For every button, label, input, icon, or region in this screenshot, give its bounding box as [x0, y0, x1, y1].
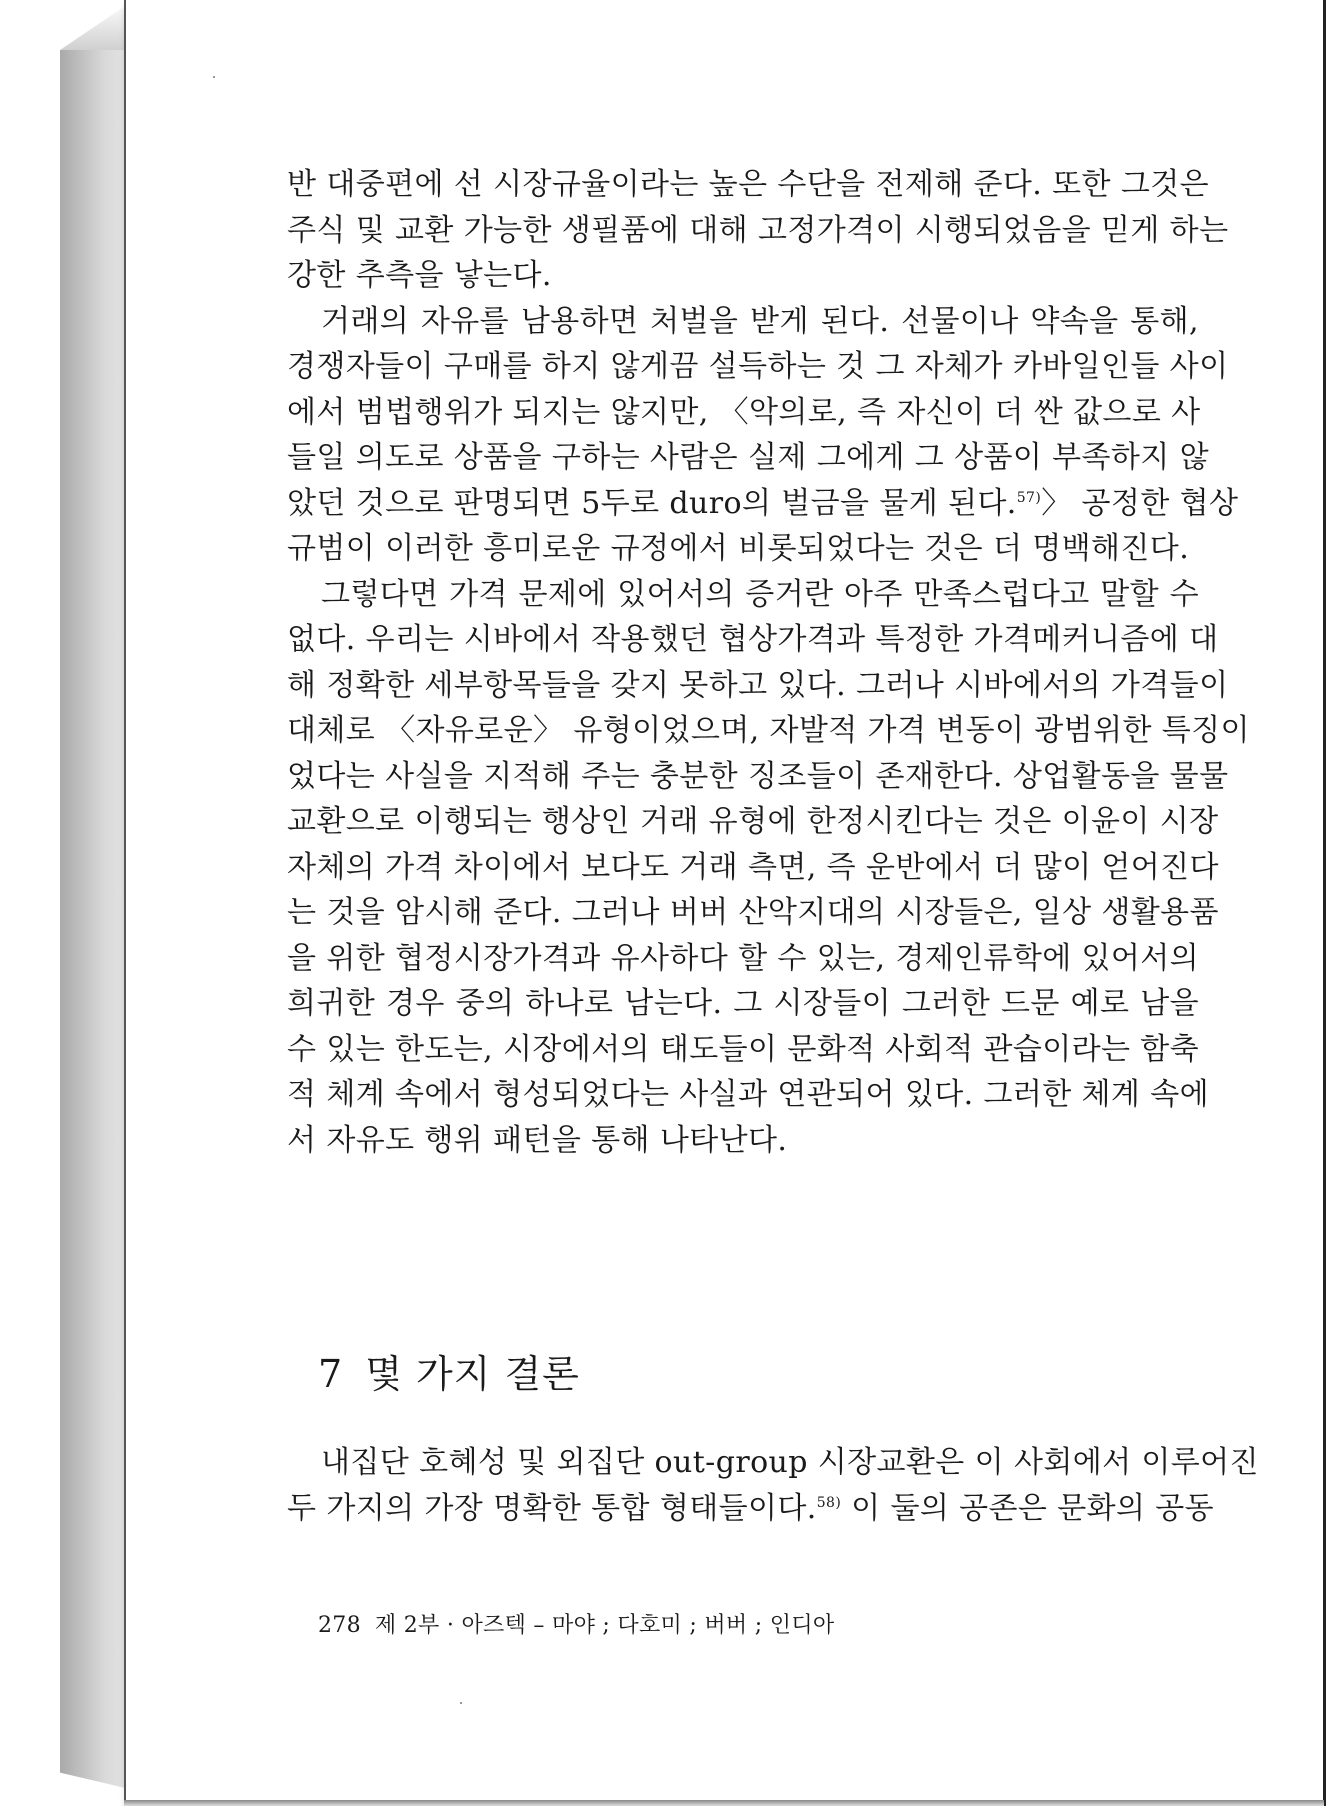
text-line: 서 자유도 행위 패턴을 통해 나타난다. [287, 1122, 788, 1158]
running-head: 제 2부 · 아즈텍 – 마야 ; 다호미 ; 버버 ; 인디아 [374, 1613, 835, 1638]
text-line: 없다. 우리는 시바에서 작용했던 협상가격과 특정한 가격메커니즘에 대 [287, 622, 1219, 657]
text-line: 었다는 사실을 지적해 주는 충분한 징조들이 존재한다. 상업활동을 물물 [287, 758, 1229, 794]
text-line: 수 있는 한도는, 시장에서의 태도들이 문화적 사회적 관습이라는 함축 [287, 1031, 1200, 1067]
text-line: 에서 범법행위가 되지는 않지만, 〈악의로, 즉 자신이 더 싼 값으로 사 [287, 394, 1201, 430]
text-line: 내집단 호혜성 및 외집단 out-group 시장교환은 이 사회에서 이루어진 [321, 1445, 1259, 1480]
text-segment: 〉 공정한 협상 [1041, 485, 1239, 521]
scan-speck [460, 1702, 462, 1704]
text-line: 대체로 〈자유로운〉 유형이었으며, 자발적 가격 변동이 광범위한 특징이 [287, 713, 1250, 748]
book-spine [60, 50, 134, 1790]
text-line: 희귀한 경우 중의 하나로 남는다. 그 시장들이 그러한 드문 예로 남을 [287, 986, 1199, 1021]
section-heading [318, 1343, 580, 1398]
paragraph-3 [287, 572, 1250, 1164]
section-title: 몇 가지 결론 [365, 1352, 580, 1396]
paragraph-1 [287, 162, 1229, 299]
text-segment: 이 둘의 공존은 문화의 공동 [841, 1490, 1215, 1526]
text-line: 규범이 이러한 흥미로운 규정에서 비롯되었다는 것은 더 명백해진다. [287, 531, 1190, 566]
text-line: 는 것을 암시해 준다. 그러나 버버 산악지대의 시장들은, 일상 생활용품 [287, 895, 1219, 930]
text-line: 거래의 자유를 남용하면 처벌을 받게 된다. 선물이나 약속을 통해, [321, 303, 1199, 339]
page-number: 278 [318, 1613, 361, 1638]
paragraph-4 [287, 1440, 1259, 1531]
paragraph-2 [287, 299, 1239, 572]
text-segment: 두 가지의 가장 명확한 통합 형태들이다. [287, 1490, 817, 1526]
book-spine-top [60, 0, 134, 50]
text-line-with-footnote [287, 1486, 1215, 1532]
footnote-marker: 57) [1016, 489, 1042, 506]
text-line: 들일 의도로 상품을 구하는 사람은 실제 그에게 그 상품이 부족하지 않 [287, 440, 1210, 475]
text-line: 강한 추측을 낳는다. [287, 258, 552, 293]
section-number: 7 [318, 1352, 344, 1396]
body-text [287, 162, 1250, 1163]
text-line: 주식 및 교환 가능한 생필품에 대해 고정가격이 시행되었음을 믿게 하는 [287, 212, 1229, 248]
text-line: 해 정확한 세부항목들을 갖지 못하고 있다. 그러나 시바에서의 가격들이 [287, 667, 1229, 703]
page-footer [318, 1608, 834, 1639]
text-line-with-footnote [287, 481, 1239, 527]
page-edge [124, 1800, 1324, 1806]
text-line: 교환으로 이행되는 행상인 거래 유형에 한정시킨다는 것은 이윤이 시장 [287, 804, 1219, 839]
text-line: 반 대중편에 선 시장규율이라는 높은 수단을 전제해 준다. 또한 그것은 [287, 167, 1210, 202]
footnote-marker: 58) [816, 1494, 842, 1511]
text-line: 그렇다면 가격 문제에 있어서의 증거란 아주 만족스럽다고 말할 수 [321, 576, 1199, 612]
text-line: 경쟁자들이 구매를 하지 않게끔 설득하는 것 그 자체가 카바일인들 사이 [287, 349, 1229, 384]
scan-speck [213, 76, 215, 78]
text-line: 자체의 가격 차이에서 보다도 거래 측면, 즉 운반에서 더 많이 얻어진다 [287, 849, 1219, 885]
text-line: 적 체계 속에서 형성되었다는 사실과 연관되어 있다. 그러한 체계 속에 [287, 1077, 1210, 1112]
text-line: 을 위한 협정시장가격과 유사하다 할 수 있는, 경제인류학에 있어서의 [287, 940, 1200, 976]
text-segment: 았던 것으로 판명되면 5두로 duro의 벌금을 물게 된다. [287, 485, 1017, 521]
